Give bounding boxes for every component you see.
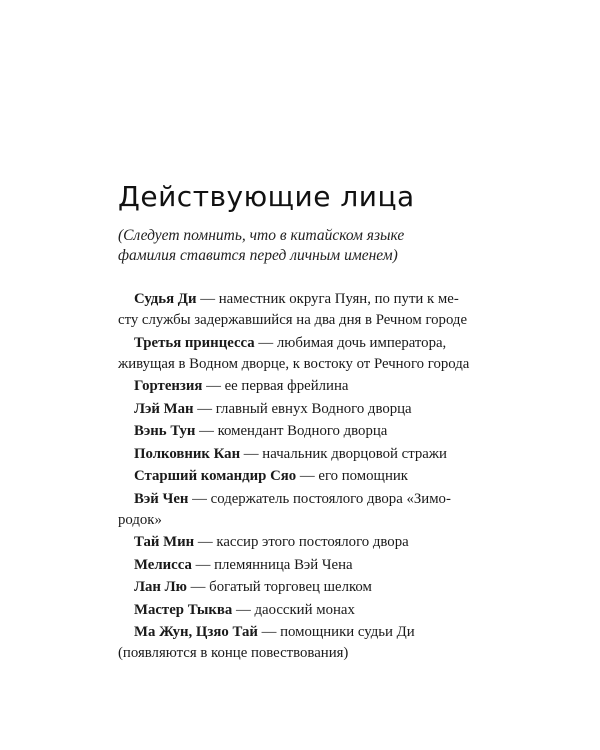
surname-note — [118, 226, 478, 266]
cast-entry-line — [134, 555, 498, 576]
character-description: — любимая дочь императора, — [254, 334, 447, 351]
character-description-continued: живущая в Водном дворце, к востоку от Речного города — [118, 355, 470, 372]
cast-entry — [118, 532, 498, 553]
character-description: — кассир этого постоялого двора — [194, 534, 409, 550]
cast-entry — [118, 444, 498, 465]
character-description: — наместник округа Пуян, по пути к ме- — [196, 291, 459, 307]
cast-entry-line — [134, 622, 498, 643]
character-description: — даосский монах — [232, 601, 355, 618]
cast-entry — [118, 399, 498, 420]
cast-entry — [118, 289, 498, 331]
character-description: — племянница Вэй Чена — [191, 556, 353, 573]
cast-entry-line — [134, 466, 498, 487]
character-description: — ее первая фрейлина — [202, 378, 349, 394]
character-name: Старший командир Сяо — [134, 468, 297, 484]
character-description: — начальник дворцовой стражи — [240, 445, 447, 462]
character-description: — помощники судьи Ди — [257, 624, 415, 640]
character-description-continued: родок» — [118, 511, 162, 528]
cast-entry-line — [134, 489, 498, 510]
cast-entry-line — [134, 444, 498, 465]
character-name: Судья Ди — [134, 291, 197, 307]
cast-entry-line — [134, 399, 498, 420]
character-name: Ма Жун, Цзяо Тай — [134, 624, 258, 640]
character-description: — содержатель постоялого двора «Зимо- — [188, 490, 451, 507]
character-name: Мастер Тыква — [134, 601, 233, 618]
character-name: Тай Мин — [134, 534, 195, 550]
character-description: — комендант Водного дворца — [195, 423, 388, 439]
cast-entry-line — [134, 333, 498, 354]
character-name: Лэй Ман — [134, 400, 194, 417]
character-name: Вэй Чен — [134, 490, 189, 507]
character-description: — главный евнух Водного дворца — [193, 400, 412, 417]
cast-entry — [118, 600, 498, 621]
cast-entry-line — [134, 577, 498, 598]
page-heading: Действующие лица — [118, 180, 415, 213]
character-description-continued: (появляются в конце повествования) — [118, 645, 349, 661]
cast-entry — [118, 622, 498, 664]
character-description: — богатый торговец шелком — [186, 579, 372, 595]
character-description-continued: сту службы задержавшийся на два дня в Речном городе — [118, 312, 468, 328]
cast-entry-line — [134, 289, 498, 310]
character-name: Мелисса — [134, 556, 192, 573]
cast-entry — [118, 555, 498, 576]
cast-entry — [118, 333, 498, 375]
character-name: Полковник Кан — [134, 445, 241, 462]
character-name: Вэнь Тун — [134, 423, 196, 439]
cast-entry-line — [134, 532, 498, 553]
surname-note-line-1: (Следует помнить, что в китайском языке — [118, 227, 405, 244]
cast-entry-line — [134, 600, 498, 621]
cast-entry-line — [134, 421, 498, 442]
surname-note-line-2: фамилия ставится перед личным именем) — [118, 247, 398, 264]
character-name: Третья принцесса — [134, 334, 255, 351]
cast-entry-line — [134, 376, 498, 397]
cast-entry — [118, 577, 498, 598]
cast-entry — [118, 489, 498, 531]
character-description: — его помощник — [296, 468, 408, 484]
cast-entry — [118, 466, 498, 487]
cast-entry — [118, 421, 498, 442]
character-name: Лан Лю — [134, 579, 187, 595]
cast-entry — [118, 376, 498, 397]
character-name: Гортензия — [134, 378, 203, 394]
cast-list — [118, 289, 498, 666]
